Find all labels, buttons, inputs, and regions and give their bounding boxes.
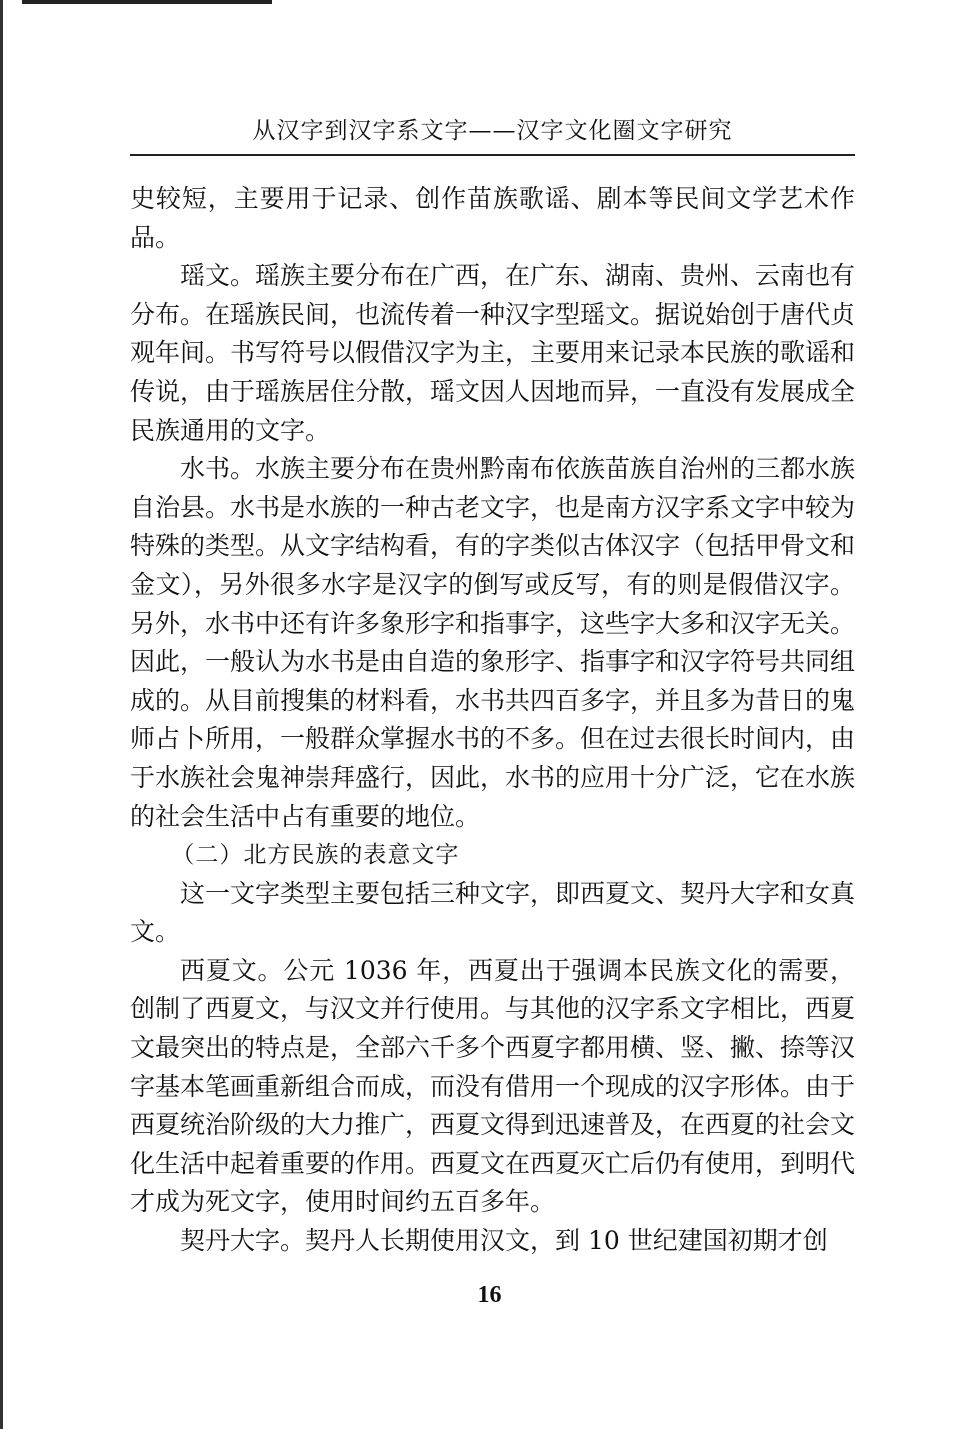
paragraph-khitan-large-script: 契丹大字。契丹人长期使用汉文，到 10 世纪建国初期才创 [180,1226,828,1256]
paragraph-xixia-script: 西夏文。公元 1036 年，西夏出于强调本民族文化的需要，创制了西夏文，与汉文并行使用。与其他的汉字系文字相比，西夏文最突出的特点是，全部六千多个西夏字都用横、竖、撇、捺等汉字基本笔画重新组合而成，而没有借用一个现成的汉字形体。由于西夏统治阶级的大力推广，西夏文得到迅速普及，在西夏的社会文化生活中起着重要的作用。西夏文在西夏灭亡后仍有使用，到明代才成为死文字，使用时间约五百多年。 [130,955,856,1217]
scan-top-mark [22,0,272,4]
page-number: 16 [477,1282,502,1308]
running-head: 从汉字到汉字系文字——汉字文化圈文字研究 [252,118,733,144]
paragraph-shui-script: 水书。水族主要分布在贵州黔南布依族苗族自治州的三都水族自治县。水书是水族的一种古老文字，也是南方汉字系文字中较为特殊的类型。从文字结构看，有的字类似古体汉字（包括甲骨文和金文），另外很多水字是汉字的倒写或反写，有的则是假借汉字。另外，水书中还有许多象形字和指事字，这些字大多和汉字无关。因此，一般认为水书是由自造的象形字、指事字和汉字符号共同组成的。从目前搜集的材料看，水书共四百多字，并且多为昔日的鬼师占卜所用，一般群众掌握水书的不多。但在过去很长时间内，由于水族社会鬼神崇拜盛行，因此，水书的应用十分广泛，它在水族的社会生活中占有重要的地位。 [130,454,856,831]
paragraph-continuation: 史较短，主要用于记录、创作苗族歌谣、剧本等民间文学艺术作品。 [130,184,855,252]
page-body [130,180,855,1261]
section-subheading: （二）北方民族的表意文字 [171,842,460,869]
header-rule [130,154,855,156]
paragraph-yao-script: 瑶文。瑶族主要分布在广西，在广东、湖南、贵州、云南也有分布。在瑶族民间，也流传着一种汉字型瑶文。据说始创于唐代贞观年间。书写符号以假借汉字为主，主要用来记录本民族的歌谣和传说，由于瑶族居住分散，瑶文因人因地而异，一直没有发展成全民族通用的文字。 [130,261,856,445]
scan-left-edge [0,0,3,1429]
paragraph-northern-intro: 这一文字类型主要包括三种文字，即西夏文、契丹大字和女真文。 [130,878,856,947]
